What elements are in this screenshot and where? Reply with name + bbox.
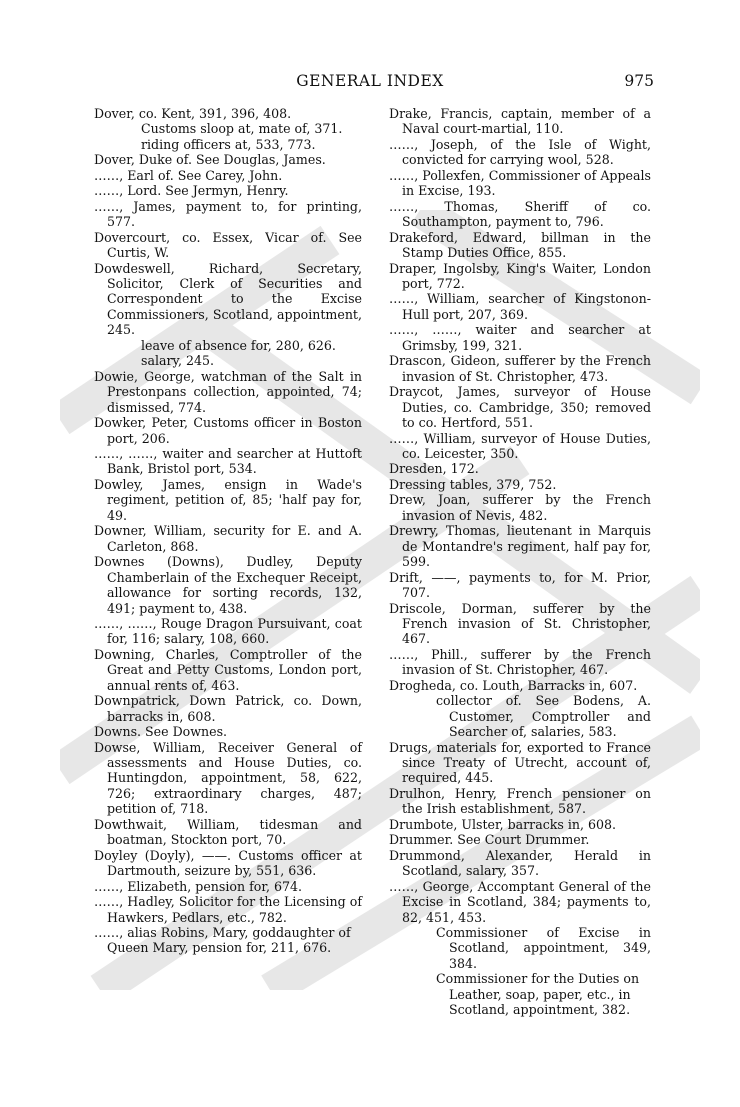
index-entry: ……, ……, waiter and searcher at Grimsby, 199, 321. [389, 322, 651, 353]
index-entry: Dowley, James, ensign in Wade's regiment, petition of, 85; 'half pay for, 49. [94, 476, 362, 523]
index-entry: Dresden, 172. [389, 461, 479, 477]
index-entry: Drumbote, Ulster, barracks in, 608. [389, 816, 617, 832]
index-subentry: collector of. See Bodens, A. Customer, Comptroller and Searcher of, salaries, 583. [436, 693, 651, 740]
index-entry: ……, Phill., sufferer by the French invasion of St. Christopher, 467. [389, 646, 651, 678]
index-entry: Dover, Duke of. See Douglas, James. [94, 152, 326, 168]
index-entry: ……, ……, waiter and searcher at Huttoft Bank, Bristol port, 534. [94, 445, 362, 477]
index-entry: ……, William, surveyor of House Duties, co. Leicester, 350. [389, 430, 651, 461]
index-entry: Dover, co. Kent, 391, 396, 408. [94, 106, 292, 121]
index-entry: Drugs, materials for, exported to France since Treaty of Utrecht, account of, required, 445. [389, 739, 651, 786]
index-entry: Drogheda, co. Louth, Barracks in, 607. [389, 677, 638, 693]
index-entry: Drakeford, Edward, billman in the Stamp Duties Office, 855. [389, 229, 651, 261]
index-entry: Drummer. See Court Drummer. [389, 832, 590, 848]
index-entry: Dowie, George, watchman of the Salt in Prestonpans collection, appointed, 74; dismissed, 774. [94, 368, 362, 415]
index-entry: Downing, Charles, Comptroller of the Great and Petty Customs, London port, annual rents of, 463. [94, 646, 362, 693]
index-entry: ……, George, Accomptant General of the Excise in Scotland, 384; payments to, 82, 451, 453. [389, 878, 651, 925]
index-entry: ……, Pollexfen, Commissioner of Appeals in Excise, 193. [389, 167, 651, 199]
index-entry: Downpatrick, Down Patrick, co. Down, barracks in, 608. [94, 693, 362, 724]
index-entry: ……, Lord. See Jermyn, Henry. [94, 183, 289, 199]
index-entry: ……, alias Robins, Mary, goddaughter of Queen Mary, pension for, 211, 676. [94, 925, 351, 956]
index-entry: Downes (Downs), Dudley, Deputy Chamberlain of the Exchequer Receipt, allowance for sorting records, 132, 491; payment to, 438. [94, 554, 362, 616]
index-entry: ……, Elizabeth, pension for, 674. [94, 878, 303, 894]
index-entry: Driscole, Dorman, sufferer by the French invasion of St. Christopher, 467. [389, 600, 651, 647]
index-entry: ……, Joseph, of the Isle of Wight, convicted for carrying wool, 528. [389, 136, 651, 168]
index-entry: Dowker, Peter, Customs officer in Boston port, 206. [94, 415, 362, 446]
index-column-left [94, 106, 362, 956]
index-subentry: Commissioner for the Duties on Leather, soap, paper, etc., in Scotland, appointment, 382. [436, 971, 640, 1018]
index-subentry: riding officers at, 533, 773. [141, 136, 316, 152]
page-number: 975 [624, 72, 654, 90]
index-entry: ……, ……, Rouge Dragon Pursuivant, coat for, 116; salary, 108, 660. [94, 615, 362, 647]
index-entry: Drewry, Thomas, lieutenant in Marquis de Montandre's regiment, half pay for, 599. [389, 523, 651, 570]
index-entry: Drulhon, Henry, French pensioner on the Irish establishment, 587. [389, 785, 651, 817]
index-entry: Drake, Francis, captain, member of a Naval court-martial, 110. [389, 106, 651, 137]
index-entry: Dowse, William, Receiver General of assessments and House Duties, co. Huntingdon, appointment, 58, 622, 726; extraordinary charges, 487; petition of, 718. [94, 739, 362, 817]
index-entry: Dowdeswell, Richard, Secretary, Solicitor, Clerk of Securities and Correspondent to the Excise Commissioners, Scotland, appointment, 245. [94, 260, 362, 338]
index-entry: ……, Thomas, Sheriff of co. Southampton, payment to, 796. [389, 198, 651, 230]
index-entry: Dressing tables, 379, 752. [389, 476, 557, 492]
index-column-right [389, 106, 651, 1018]
index-subentry: Commissioner of Excise in Scotland, appointment, 349, 384. [436, 925, 651, 971]
index-subentry: Customs sloop at, mate of, 371. [141, 121, 343, 137]
page-header [0, 72, 740, 94]
index-subentry: leave of absence for, 280, 626. [141, 337, 336, 353]
index-entry: ……, James, payment to, for printing, 577. [94, 198, 362, 230]
running-head: GENERAL INDEX [296, 72, 444, 90]
index-entry: Downer, William, security for E. and A. Carleton, 868. [94, 523, 362, 554]
index-entry: Doyley (Doyly), ——. Customs officer at Dartmouth, seizure by, 551, 636. [94, 847, 362, 879]
index-entry: Draper, Ingolsby, King's Waiter, London port, 772. [389, 260, 651, 291]
index-entry: Drummond, Alexander, Herald in Scotland, salary, 357. [389, 847, 651, 879]
index-subentry: salary, 245. [141, 353, 215, 369]
index-entry: ……, William, searcher of Kingstonon-Hull port, 207, 369. [389, 291, 651, 322]
index-entry: Dowthwait, William, tidesman and boatman, Stockton port, 70. [94, 816, 362, 848]
index-entry: Drew, Joan, sufferer by the French invasion of Nevis, 482. [389, 492, 651, 523]
index-entry: Drascon, Gideon, sufferer by the French invasion of St. Christopher, 473. [389, 353, 651, 384]
index-entry: Drift, ——, payments to, for M. Prior, 707. [389, 569, 651, 601]
index-entry: Dovercourt, co. Essex, Vicar of. See Curtis, W. [94, 229, 362, 261]
index-entry: ……, Earl of. See Carey, John. [94, 167, 283, 183]
index-entry: Downs. See Downes. [94, 724, 228, 740]
index-entry: ……, Hadley, Solicitor for the Licensing of Hawkers, Pedlars, etc., 782. [94, 894, 362, 925]
index-entry: Draycot, James, surveyor of House Duties, co. Cambridge, 350; removed to co. Hertford, 551. [389, 384, 651, 431]
